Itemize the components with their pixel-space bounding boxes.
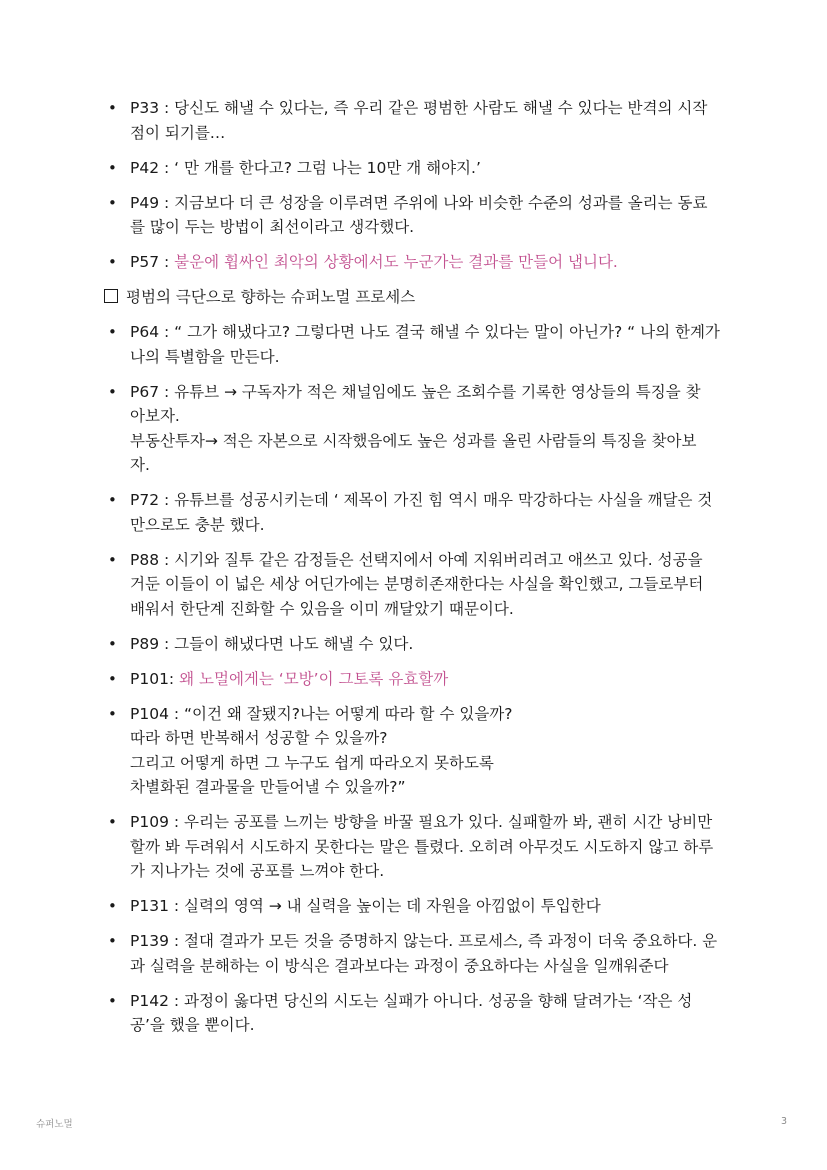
bullet-icon: • <box>108 323 117 341</box>
text-line <box>130 1013 728 1038</box>
text-segment: P101: <box>130 669 180 688</box>
text-segment: 과 실력을 분해하는 이 방식은 결과보다는 과정이 중요하다는 사실을 일깨워준다 <box>130 956 669 975</box>
text-line <box>130 320 728 345</box>
text-segment: P33 : 당신도 해낼 수 있다는, 즉 우리 같은 평범한 사람도 해낼 수 있다는 반격의 시작 <box>130 99 708 117</box>
list-item <box>108 320 728 369</box>
text-segment: 할까 봐 두려워서 시도하지 못한다는 말은 틀렸다. 오히려 아무것도 시도하지 않고 하루 <box>130 837 714 856</box>
section-heading <box>104 285 728 310</box>
bullet-icon: • <box>108 813 117 831</box>
text-line <box>130 667 728 692</box>
list-item <box>108 488 728 537</box>
text-line <box>130 810 728 835</box>
text-line <box>130 453 728 478</box>
text-segment: P64 : “ 그가 해냈다고? 그렇다면 나도 결국 해낼 수 있다는 말이 아닌가? “ 나의 한계가 <box>130 323 720 341</box>
list-item <box>108 156 728 181</box>
bullet-icon: • <box>108 193 117 212</box>
text-segment: P49 : 지금보다 더 큰 성장을 이루려면 주위에 나와 비슷한 수준의 성과를 올리는 동료 <box>130 193 708 212</box>
text-segment: 거둔 이들이 이 넓은 세상 어딘가에는 분명히존재한다는 사실을 확인했고, 그들로부터 <box>130 575 704 593</box>
bullet-icon: • <box>108 382 117 401</box>
text-segment: 아보자. <box>130 407 180 425</box>
text-line <box>130 989 728 1014</box>
text-segment: P131 : 실력의 영역 → 내 실력을 높이는 데 자원을 아낌없이 투입한다 <box>130 897 601 915</box>
text-line <box>130 859 728 884</box>
bullet-icon: • <box>108 932 117 950</box>
text-line <box>130 250 728 275</box>
text-segment: P139 : 절대 결과가 모든 것을 증명하지 않는다. 프로세스, 즉 과정이 더욱 중요하다. 운 <box>130 932 718 950</box>
bullet-icon: • <box>108 704 117 723</box>
list-item <box>108 250 728 275</box>
text-line <box>130 597 728 622</box>
section-heading-text: 평범의 극단으로 향하는 슈퍼노멀 프로세스 <box>126 288 416 306</box>
text-line <box>130 751 728 776</box>
text-segment: P109 : 우리는 공포를 느끼는 방향을 바꿀 필요가 있다. 실패할까 봐, 괜히 시간 낭비만 <box>130 813 713 831</box>
text-line <box>130 894 728 919</box>
text-line <box>130 702 728 727</box>
text-line <box>130 345 728 370</box>
text-line <box>130 96 728 121</box>
bullet-icon: • <box>108 99 117 117</box>
text-line <box>130 632 728 657</box>
bullet-icon: • <box>108 158 117 177</box>
text-segment: P142 : 과정이 옳다면 당신의 시도는 실패가 아니다. 성공을 향해 달려가는 ‘작은 성 <box>130 991 693 1010</box>
list-item <box>108 632 728 657</box>
text-segment: 그리고 어떻게 하면 그 누구도 쉽게 따라오지 못하도록 <box>130 753 494 772</box>
footer-title: 슈퍼노멀 <box>36 1119 73 1130</box>
text-segment: 만으로도 충분 했다. <box>130 515 265 534</box>
highlighted-text: 왜 노멀에게는 ‘모방’이 그토록 유효할까 <box>179 669 449 688</box>
text-segment: P104 : “이건 왜 잘됐지?나는 어떻게 따라 할 수 있을까? <box>130 704 513 723</box>
text-segment: P89 : 그들이 해냈다면 나도 해낼 수 있다. <box>130 634 414 653</box>
text-segment: 배워서 한단계 진화할 수 있음을 이미 깨달았기 때문이다. <box>130 599 514 618</box>
text-segment: P42 : ‘ 만 개를 한다고? 그럼 나는 10만 개 해야지.’ <box>130 158 481 177</box>
text-segment: 공’을 했을 뿐이다. <box>130 1016 255 1034</box>
text-line <box>130 513 728 538</box>
text-segment: 점이 되기를… <box>130 123 226 142</box>
text-line <box>130 488 728 513</box>
text-segment: P88 : 시기와 질투 같은 감정들은 선택지에서 아예 지워버리려고 애쓰고 있다. 성공을 <box>130 550 703 569</box>
text-line <box>130 548 728 573</box>
list-item <box>108 929 728 978</box>
bullet-icon: • <box>108 491 117 509</box>
text-line <box>130 121 728 146</box>
bullet-icon: • <box>108 550 117 569</box>
list-item <box>108 989 728 1038</box>
text-segment: 를 많이 두는 방법이 최선이라고 생각했다. <box>130 218 415 236</box>
text-segment: 따라 하면 반복해서 성공할 수 있을까? <box>130 729 388 747</box>
list-item <box>108 667 728 692</box>
text-segment: 자. <box>130 456 150 474</box>
text-line <box>130 380 728 405</box>
text-line <box>130 191 728 216</box>
text-line <box>130 215 728 240</box>
text-segment: P67 : 유튜브 → 구독자가 적은 채널임에도 높은 조회수를 기록한 영상들의 특징을 찾 <box>130 382 701 401</box>
text-line <box>130 835 728 860</box>
checkbox[interactable] <box>104 289 118 303</box>
text-line <box>130 572 728 597</box>
text-line <box>130 429 728 454</box>
text-segment: 부동산투자→ 적은 자본으로 시작했음에도 높은 성과를 올린 사람들의 특징을 찾아보 <box>130 431 697 450</box>
list-item <box>108 810 728 884</box>
highlighted-text: 불운에 휩싸인 최악의 상황에서도 누군가는 결과를 만들어 냅니다. <box>174 253 618 271</box>
text-segment: 차별화된 결과물을 만들어낼 수 있을까?” <box>130 778 406 796</box>
text-segment: 가 지나가는 것에 공포를 느껴야 한다. <box>130 862 385 880</box>
bullet-icon: • <box>108 991 117 1010</box>
list-item <box>108 702 728 800</box>
text-line <box>130 726 728 751</box>
text-segment: P57 : <box>130 253 175 271</box>
bullet-icon: • <box>108 634 117 653</box>
text-line <box>130 156 728 181</box>
text-segment: 나의 특별함을 만든다. <box>130 347 280 366</box>
text-segment: P72 : 유튜브를 성공시키는데 ‘ 제목이 가진 힘 역시 매우 막강하다는 사실을 깨달은 것 <box>130 491 713 509</box>
list-item <box>108 894 728 919</box>
text-line <box>130 929 728 954</box>
text-line <box>130 775 728 800</box>
list-item <box>108 96 728 145</box>
text-line <box>130 954 728 979</box>
page-number: 3 <box>781 1116 788 1127</box>
text-line <box>130 404 728 429</box>
list-item <box>108 380 728 478</box>
bullet-icon: • <box>108 669 117 688</box>
note-list <box>108 96 728 1048</box>
list-item <box>108 191 728 240</box>
bullet-icon: • <box>108 253 117 271</box>
bullet-icon: • <box>108 897 117 915</box>
list-item <box>108 548 728 622</box>
